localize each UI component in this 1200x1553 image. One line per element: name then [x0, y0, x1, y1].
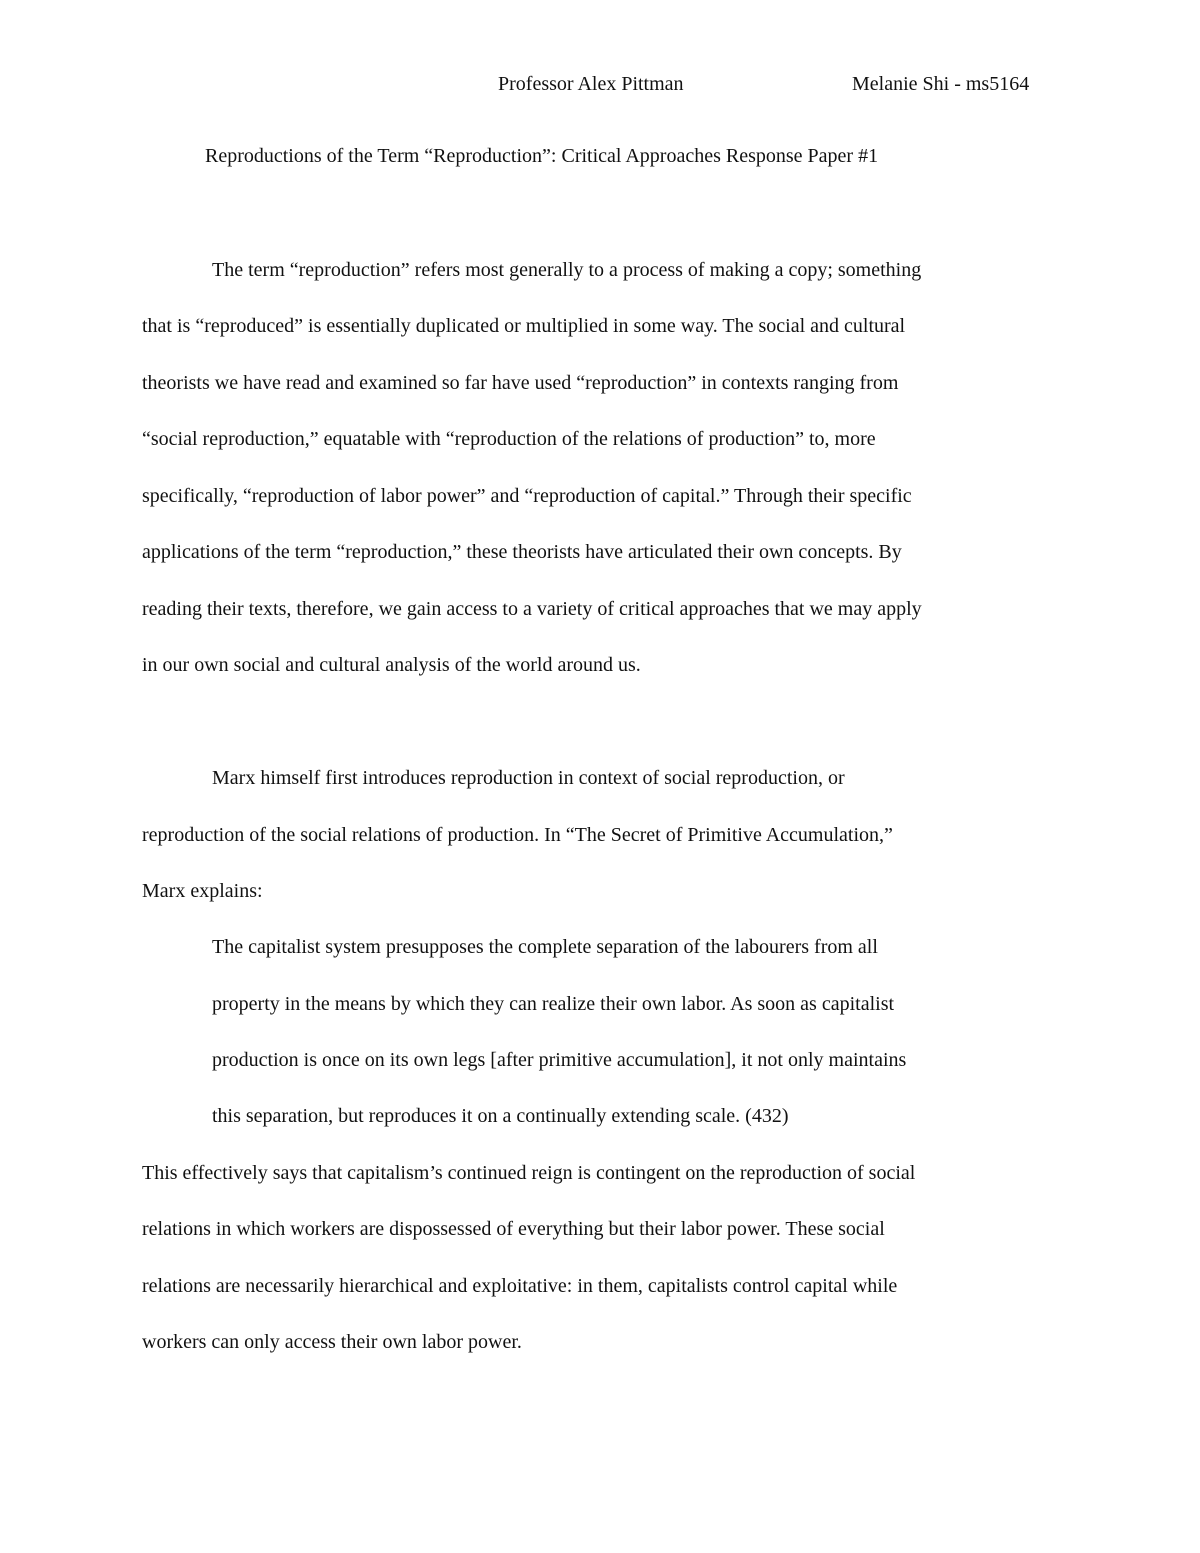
paragraph-2-line: reproduction of the social relations of production. In “The Secret of Primitive Accumulation,” — [142, 824, 893, 846]
paragraph-1-line: “social reproduction,” equatable with “reproduction of the relations of production” to, more — [142, 428, 876, 450]
paragraph-1-line: specifically, “reproduction of labor power” and “reproduction of capital.” Through their specific — [142, 485, 912, 507]
paragraph-1-line: that is “reproduced” is essentially duplicated or multiplied in some way. The social and cultural — [142, 315, 906, 337]
block-quote-line: this separation, but reproduces it on a continually extending scale. (432) — [212, 1105, 789, 1127]
paragraph-1-line: applications of the term “reproduction,” these theorists have articulated their own concepts. By — [142, 541, 902, 563]
paragraph-1-line: theorists we have read and examined so far have used “reproduction” in contexts ranging from — [142, 372, 899, 394]
paragraph-3-line: relations are necessarily hierarchical and exploitative: in them, capitalists control capital while — [142, 1275, 898, 1297]
paragraph-3-line: relations in which workers are dispossessed of everything but their labor power. These social — [142, 1218, 885, 1240]
paragraph-1-line: in our own social and cultural analysis of the world around us. — [142, 654, 641, 676]
paragraph-2-line: Marx explains: — [142, 880, 263, 902]
paragraph-1-line: reading their texts, therefore, we gain access to a variety of critical approaches that we may apply — [142, 598, 922, 620]
paper-title: Reproductions of the Term “Reproduction”: Critical Approaches Response Paper #1 — [205, 145, 879, 167]
paragraph-3-line: workers can only access their own labor power. — [142, 1331, 522, 1353]
paragraph-2-line: Marx himself first introduces reproduction in context of social reproduction, or — [212, 767, 845, 789]
header-student: Melanie Shi - ms5164 — [852, 73, 1030, 95]
header-professor: Professor Alex Pittman — [498, 73, 684, 95]
block-quote-line: The capitalist system presupposes the complete separation of the labourers from all — [212, 936, 878, 958]
block-quote-line: production is once on its own legs [after primitive accumulation], it not only maintains — [212, 1049, 907, 1071]
paragraph-1-line: The term “reproduction” refers most generally to a process of making a copy; something — [212, 259, 922, 281]
block-quote-line: property in the means by which they can realize their own labor. As soon as capitalist — [212, 993, 895, 1015]
paragraph-3-line: This effectively says that capitalism’s continued reign is contingent on the reproduction of social — [142, 1162, 916, 1184]
